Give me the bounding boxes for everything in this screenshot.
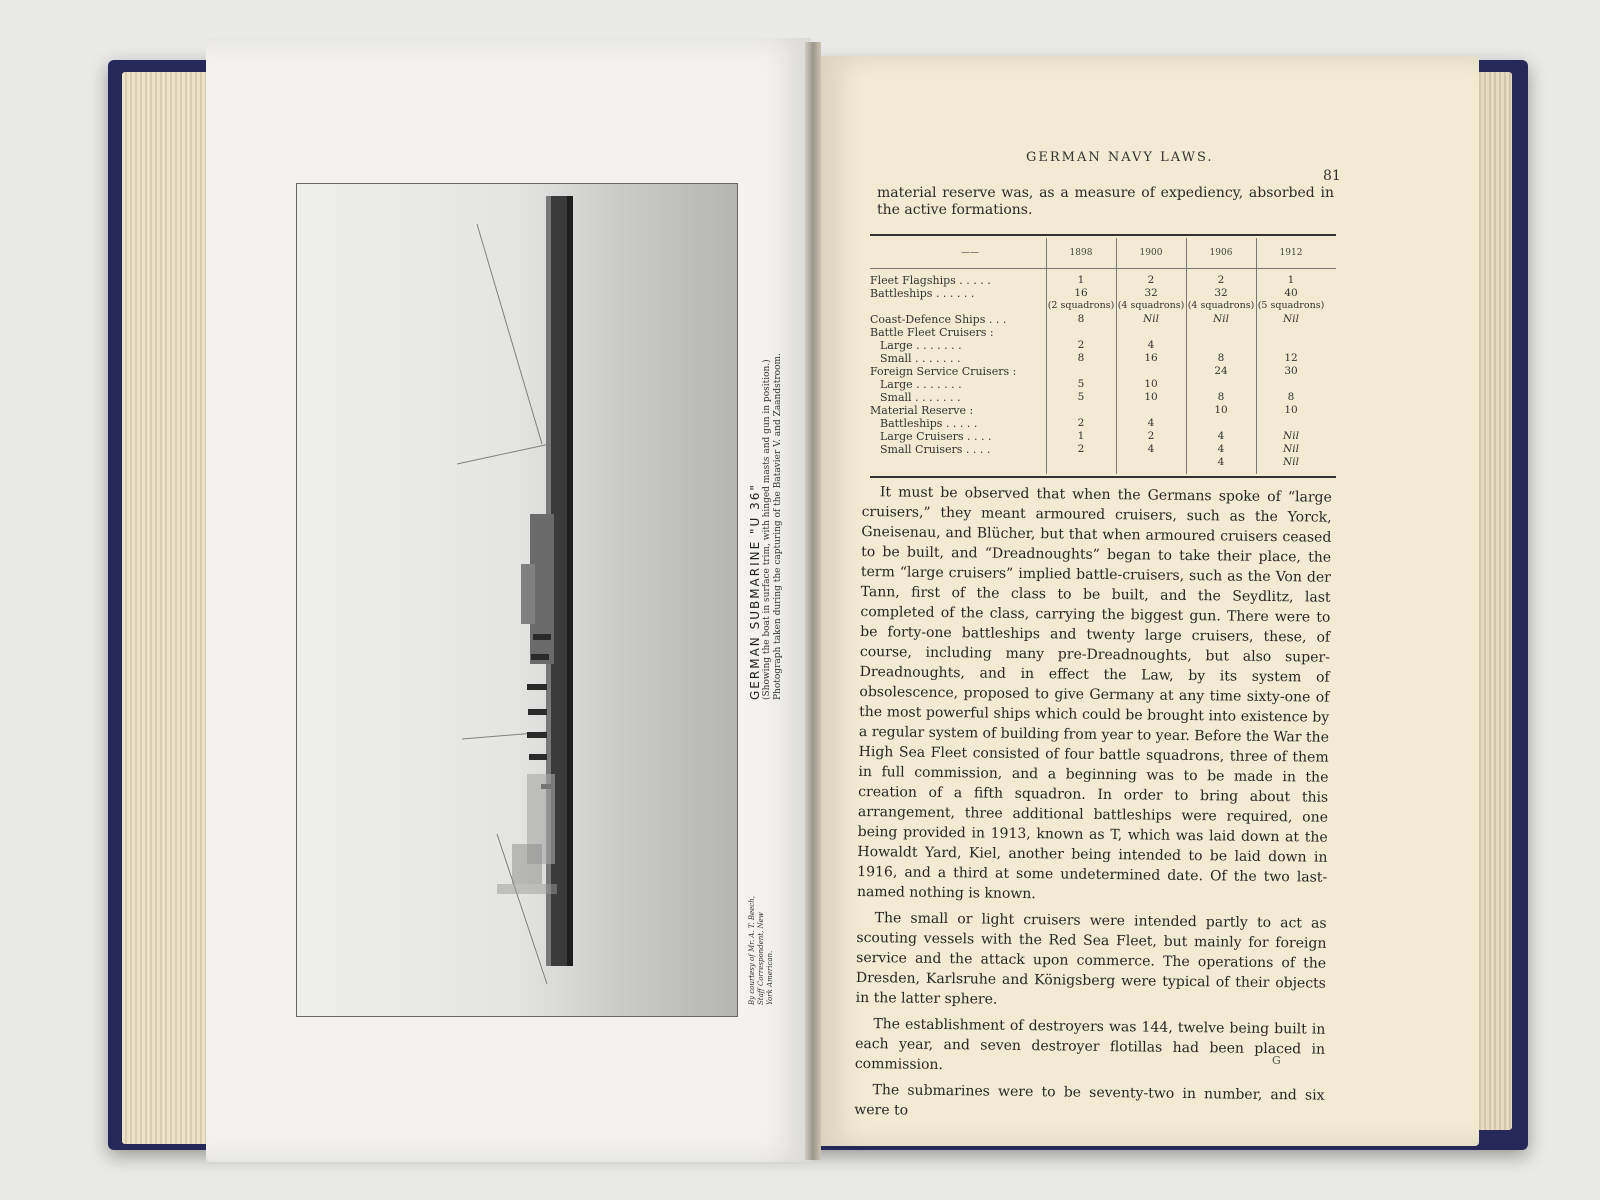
table-cell: Nil <box>1283 456 1299 468</box>
table-cell: 2 <box>1077 417 1085 429</box>
table-cell: 2 <box>1217 274 1225 286</box>
table-cell: 32 <box>1214 287 1228 299</box>
table-cell: 30 <box>1284 365 1298 377</box>
paragraph: The small or light cruisers were intended partly to act as scouting vessels with the Red Sea Fleet, but mainly for foreign service and the attack upon commerce. The operations of the Dresden, Karlsruhe and Königsberg were typical of their objects in the latter sphere. <box>855 910 1327 1008</box>
table-cell: Nil <box>1143 313 1159 325</box>
table-cell: 12 <box>1284 352 1298 364</box>
plate-caption-line-1: (Showing the boat in surface trim, with hinged masts and gun in position.) <box>762 359 772 700</box>
table-cell: 1 <box>1077 430 1085 442</box>
table-cell: 10 <box>1144 378 1158 390</box>
year-header: 1898 <box>1069 248 1093 258</box>
table-row-label: Battle Fleet Cruisers : <box>870 326 994 339</box>
table-row-label: Battleships . . . . . . <box>870 287 975 300</box>
year-header: 1906 <box>1209 248 1233 258</box>
table-cell: 1 <box>1077 274 1085 286</box>
table-top-rule <box>870 234 1336 236</box>
table-bottom-rule <box>870 476 1336 478</box>
plate-credit-line-2: Staff Correspondent, New <box>757 912 765 1005</box>
table-cell: 16 <box>1074 287 1088 299</box>
table-cell: 2 <box>1147 430 1155 442</box>
table-cell: 8 <box>1217 391 1225 403</box>
table-cell: Nil <box>1283 313 1299 325</box>
table-corner-dash: —— <box>961 248 979 258</box>
table-cell: 8 <box>1217 352 1225 364</box>
table-cell: (4 squadrons) <box>1187 300 1255 311</box>
table-cell: 24 <box>1214 365 1228 377</box>
table-cell: (5 squadrons) <box>1257 300 1325 311</box>
running-header: GERMAN NAVY LAWS. <box>1026 150 1214 165</box>
intro-text: material reserve was, as a measure of expediency, absorbed in the active formations. <box>877 185 1334 218</box>
table-cell: 10 <box>1144 391 1158 403</box>
table-row-label: Material Reserve : <box>870 404 974 417</box>
table-cell: 10 <box>1214 404 1228 416</box>
signature-mark: G <box>1272 1054 1281 1067</box>
table-cell: 4 <box>1217 443 1225 455</box>
year-header: 1900 <box>1139 248 1163 258</box>
table-row-label: Small . . . . . . . <box>880 352 961 365</box>
left-page-edges <box>122 72 217 1144</box>
table-cell: 2 <box>1077 443 1085 455</box>
table-head-rule <box>870 268 1336 269</box>
table-cell: 4 <box>1147 443 1155 455</box>
table-cell: 4 <box>1147 339 1155 351</box>
submarine-illustration <box>297 184 737 1016</box>
navy-laws-table <box>870 234 1336 484</box>
table-cell: 1 <box>1287 274 1295 286</box>
table-cell: 4 <box>1147 417 1155 429</box>
table-cell: (4 squadrons) <box>1117 300 1185 311</box>
table-cell: (2 squadrons) <box>1047 300 1115 311</box>
plate-caption-line-2: Photograph taken during the capturing of the Batavier V. and Zaandstroom. <box>773 353 783 700</box>
table-cell: 5 <box>1077 391 1085 403</box>
table-cell: Nil <box>1283 443 1299 455</box>
table-cell: 32 <box>1144 287 1158 299</box>
table-cell: 5 <box>1077 378 1085 390</box>
plate-credit-line-3: York American. <box>766 950 774 1005</box>
table-cell: 16 <box>1144 352 1158 364</box>
table-cell: Nil <box>1213 313 1229 325</box>
table-row-label: Small . . . . . . . <box>880 391 961 404</box>
paragraph: The establishment of destroyers was 144, twelve being built in each year, and seven destroyer flotillas had been placed in commission. <box>854 1016 1326 1074</box>
submarine-photograph <box>296 183 738 1017</box>
body-text <box>854 482 1332 1132</box>
table-cell: 8 <box>1287 391 1295 403</box>
page-number: 81 <box>1323 168 1341 184</box>
year-header: 1912 <box>1279 248 1303 258</box>
table-cell: 8 <box>1077 352 1085 364</box>
plate-caption-title: GERMAN SUBMARINE "U 36" <box>748 483 762 700</box>
table-row-label: Coast-Defence Ships . . . <box>870 313 1007 326</box>
paragraph: It must be observed that when the Germans spoke of “large cruisers,” they meant armoured cruisers, such as the Yorck, Gneisenau, and Blücher, but that when armoured cruisers ceased to be built, and “Dreadnoughts” began to take their place, the term “large cruisers” implied battle-cruisers, such as the Von der Tann, first of the class to be built, and the Seydlitz, last completed of the class, carrying the biggest gun. There were to be forty-one battleships and twenty large cruisers, these, of course, including many pre-Dreadnoughts, but also super-Dreadnoughts, and in effect the Law, by its system of obsolescence, proposed to give Germany at any time sixty-one of the most powerful ships which could be brought into existence by a regular system of building from year to year. Before the War the High Sea Fleet consisted of four battle squadrons, three of them in full commission, and a beginning was to be made in the creation of a fifth squadron. In order to bring about this arrangement, three additional battleships were required, one being provided in 1913, known as T, which was laid down at the Howaldt Yard, Kiel, another being intended to be laid down in 1916, and a third at some undetermined date. Of the two last-named nothing is known. <box>856 484 1332 903</box>
table-cell: 2 <box>1147 274 1155 286</box>
table-row-label: Foreign Service Cruisers : <box>870 365 1017 378</box>
table-cell: 4 <box>1217 456 1225 468</box>
table-cell: 40 <box>1284 287 1298 299</box>
table-row-label: Battleships . . . . . <box>880 417 978 430</box>
table-row-label: Large Cruisers . . . . <box>880 430 992 443</box>
table-cell: Nil <box>1283 430 1299 442</box>
table-row-label: Small Cruisers . . . . <box>880 443 991 456</box>
book-gutter <box>805 42 821 1160</box>
paragraph: The submarines were to be seventy-two in number, and six were to <box>854 1082 1325 1119</box>
table-cell: 2 <box>1077 339 1085 351</box>
plate-credit-line-1: By courtesy of Mr. A. T. Beech, <box>748 896 756 1005</box>
table-row-label: Large . . . . . . . <box>880 339 962 352</box>
table-cell: 10 <box>1284 404 1298 416</box>
table-row-label: Large . . . . . . . <box>880 378 962 391</box>
table-cell: 8 <box>1077 313 1085 325</box>
table-row-label: Fleet Flagships . . . . . <box>870 274 991 287</box>
table-cell: 4 <box>1217 430 1225 442</box>
